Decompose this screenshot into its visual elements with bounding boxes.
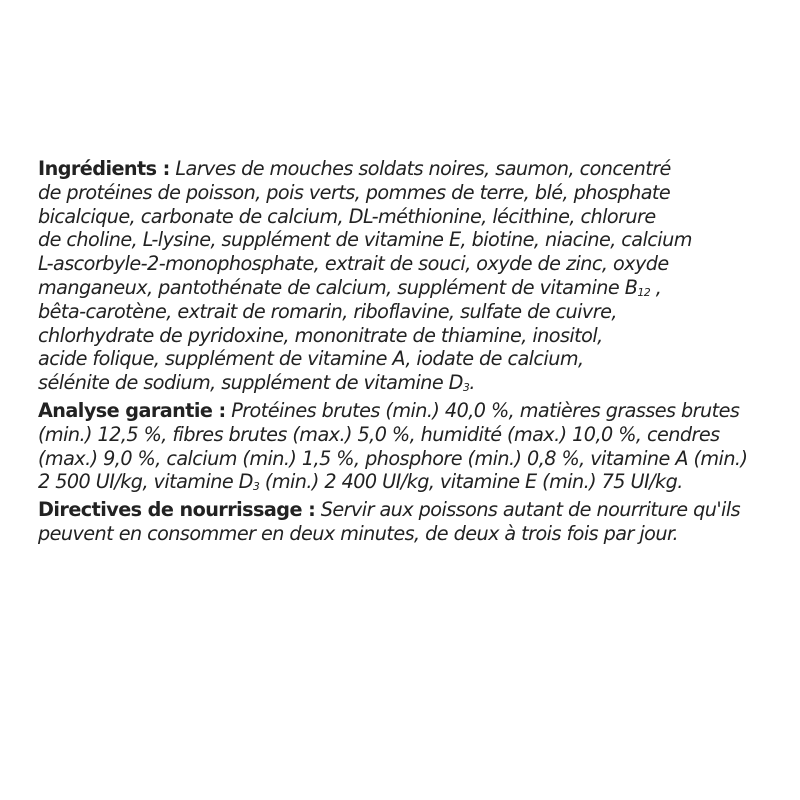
ingredients-line-7: bêta-carotène, extrait de romarin, riboflavine, sulfate de cuivre, <box>38 299 617 323</box>
ingredients-line-4: de choline, L-lysine, supplément de vitamine E, biotine, niacine, calcium <box>38 228 692 252</box>
ingredients-line-1 <box>38 157 778 181</box>
ingredients-line-3: bicalcique, carbonate de calcium, DL-méthionine, lécithine, chlorure <box>38 204 656 228</box>
ingredients-line-8: chlorhydrate de pyridoxine, mononitrate de thiamine, inositol, <box>38 323 603 347</box>
ingredients-line-5: L-ascorbyle-2-monophosphate, extrait de souci, oxyde de zinc, oxyde <box>38 252 669 276</box>
ingredients-line-10-text: sélénite de sodium, supplément de vitamine D <box>38 371 463 395</box>
analysis-line-4 <box>38 470 778 494</box>
analysis-line-1 <box>38 399 778 423</box>
ingredients-text-1: Larves de mouches soldats noires, saumon, concentré <box>175 157 671 180</box>
analysis-text-1: Protéines brutes (min.) 40,0 %, matières grasses brutes <box>231 398 740 422</box>
analysis-line-2: (min.) 12,5 %, fibres brutes (max.) 5,0 %, humidité (max.) 10,0 %, cendres <box>38 422 720 446</box>
feeding-section <box>38 498 778 546</box>
ingredients-line-9: acide folique, supplément de vitamine A, iodate de calcium, <box>38 347 584 371</box>
ingredients-section <box>38 157 778 395</box>
vitamin-d3-subscript: 3 <box>462 381 470 395</box>
feeding-text-1: Servir aux poissons autant de nourriture qu'ils <box>320 498 741 522</box>
ingredients-line-10-end: . <box>469 371 475 395</box>
analysis-line-3: (max.) 9,0 %, calcium (min.) 1,5 %, phosphore (min.) 0,8 %, vitamine A (min.) <box>38 446 748 470</box>
product-label-text <box>38 157 778 546</box>
ingredients-line-6-text: manganeux, pantothénate de calcium, supplément de vitamine B <box>38 275 638 299</box>
vitamin-b12-subscript: 12 <box>637 285 651 299</box>
feeding-heading: Directives de nourrissage : <box>38 498 316 522</box>
feeding-line-2: peuvent en consommer en deux minutes, de deux à trois fois par jour. <box>38 521 679 545</box>
vitamin-d3-subscript-analysis: 3 <box>252 480 260 494</box>
analysis-section <box>38 399 778 494</box>
analysis-heading: Analyse garantie : <box>38 398 226 422</box>
analysis-line-4-end: (min.) 2 400 UI/kg, vitamine E (min.) 75 UI/kg. <box>259 470 683 494</box>
ingredients-heading: Ingrédients : <box>38 157 170 180</box>
ingredients-line-6-end: , <box>650 275 662 299</box>
ingredients-line-10 <box>38 371 778 395</box>
feeding-line-1 <box>38 498 778 522</box>
ingredients-line-6 <box>38 276 778 300</box>
ingredients-line-2: de protéines de poisson, pois verts, pommes de terre, blé, phosphate <box>38 180 671 204</box>
analysis-line-4-text: 2 500 UI/kg, vitamine D <box>38 470 253 494</box>
